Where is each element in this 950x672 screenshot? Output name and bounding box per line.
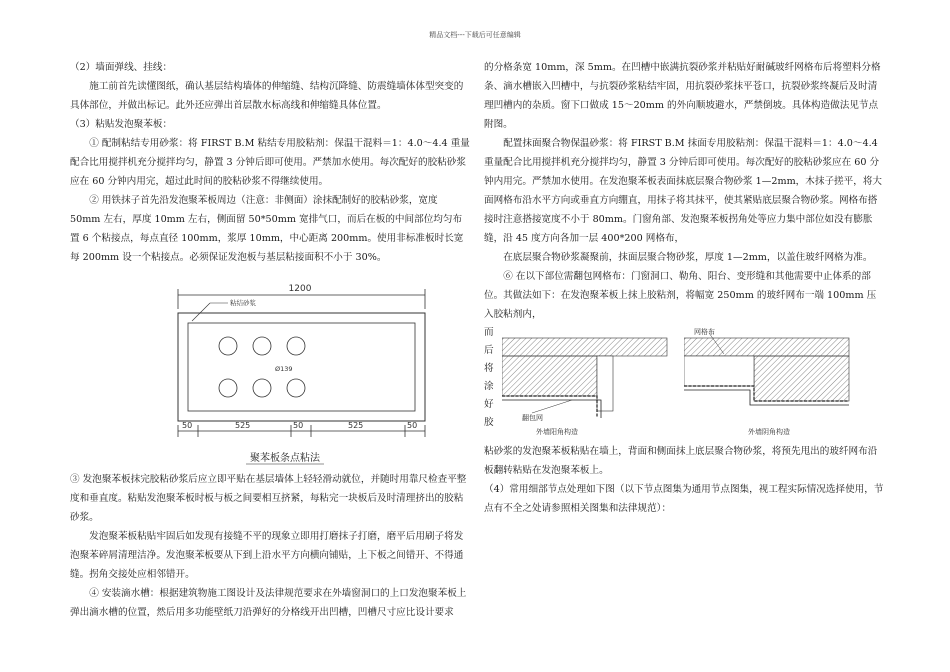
- outer-corner-detail-figure: [502, 328, 672, 438]
- paragraph: （4）常用细部节点处理如下图（以下节点图集为通用节点图集，视工程实际情况选择使用，节点有不全之处请参照相关图集和法律规范）：: [484, 484, 884, 514]
- paragraph: 在底层聚合物砂浆凝聚前，抹面层聚合物砂浆，厚度 1—2mm，以盖住玻纤网格为准。: [503, 252, 873, 263]
- right-column: [484, 58, 884, 518]
- paragraph: ⑥ 在以下部位需翻包网格布：门窗洞口、勒角、阳台、变形缝和其他需要中止体系的部位。其做法如下：在发泡聚苯板上抹上胶粘剂，将幅宽 250mm 的玻纤网布一端 100mm 压入胶粘剂内，: [484, 271, 877, 320]
- dimension-bottom: 525: [235, 421, 251, 430]
- figure-label: 翻包网: [522, 414, 543, 422]
- paragraph: 发泡聚苯板粘贴牢固后如发现有接缝不平的现象立即用打磨抹子打磨，磨平后用刷子将发泡聚苯碎屑清理洁净。发泡聚苯板要从下到上沿水平方向横向铺贴，上下板之间错开、不得通缝。拐角交接处应相邻错开。: [70, 531, 464, 580]
- inner-corner-detail-figure: [684, 328, 854, 438]
- figure-caption: 外墙阳角构造: [536, 428, 578, 436]
- board-spot-bonding-figure: [70, 273, 470, 468]
- paragraph: 配置抹面聚合物保温砂浆：将 FIRST B.M 抹面专用胶粘剂：保温干混料＝1：4.0～4.4 重量配合比用搅拌机充分搅拌均匀，静置 3 分钟后即可使用。每次配好的胶粘砂浆应在 60 分钟内用完。严禁加水使用。在发泡聚苯板表面抹底层聚合物砂浆 1—2mm，木抹子搓平，将大面网格布沿水平方向或垂直方向绷直，用抹子将其抹平，使其紧贴底层聚合物砂浆。网格布搭接时注意搭接宽度不小于 80mm。门窗角部、发泡聚苯板拐角处等应力集中部位如没有膨胀缝，沿 45 度方向各加一层 400*200 网格布，: [484, 138, 883, 244]
- paragraph: ① 配制粘结专用砂浆：将 FIRST B.M 粘结专用胶粘剂：保温干混料＝1：4.0～4.4 重量配合比用搅拌机充分搅拌均匀，静置 3 分钟后即可使用。严禁加水使用。每次配好的胶粘砂浆应在 60 分钟内用完，超过此时间的胶粘砂浆不得继续使用。: [70, 138, 470, 187]
- vertical-text: 而 后 将 涂 好 胶: [484, 327, 494, 428]
- paragraph: ④ 安装滴水槽：根据建筑物施工图设计及法律规范要求在外墙窗洞口的上口发泡聚苯板上弹出滴水槽的位置，然后用多功能壁纸刀沿弹好的分格线开出凹槽，凹槽尺寸应比设计要求: [70, 588, 467, 618]
- paragraph: （2）墙面弹线、挂线：: [70, 62, 173, 73]
- figure-caption: 聚苯板条点粘法: [250, 453, 320, 464]
- left-column: [70, 58, 470, 622]
- detail-figures-row: [484, 324, 884, 442]
- dimension-top: 1200: [288, 284, 312, 294]
- diameter-label: Ø139: [275, 365, 293, 373]
- paragraph: 的分格条宽 10mm，深 5mm。在凹槽中嵌满抗裂砂浆并粘贴好耐碱玻纤网格布后将塑料分格条、滴水槽嵌入凹槽中，与抗裂砂浆粘结牢固，用抗裂砂浆抹平苍口，抗裂砂浆终凝后及时清理凹槽内的杂质。窗下口做成 15～20mm 的外向顺坡避水，严禁倒坡。具体构造做法见节点附图。: [484, 62, 881, 130]
- dimension-bottom: 50: [407, 421, 418, 430]
- dimension-bottom: 525: [348, 421, 364, 430]
- figure-caption: 外墙阴角构造: [748, 428, 790, 436]
- dimension-bottom: 50: [182, 421, 193, 430]
- paragraph: ② 用铁抹子首先沿发泡聚苯板周边（注意：非侧面）涂抹配制好的胶粘砂浆，宽度 50mm 左右，厚度 10mm 左右，侧面留 50*50mm 宽排气口，而后在板的中间部位均匀布置 6 个粘接点，每点直径 100mm，浆厚 10mm，中心距离 200mm。使用非标准板时长宽每 200mm 设一个粘接点。必须保证发泡板与基层粘接面积不小于 30%。: [70, 195, 464, 263]
- paragraph: （3）粘贴发泡聚苯板：: [70, 119, 173, 130]
- figure-label: 网格布: [694, 328, 715, 336]
- paragraph: 施工前首先读懂图纸，确认基层结构墙体的伸缩缝、结构沉降缝、防震缝墙体体型突变的具体部位，并做出标记。此外还应弹出首层散水标高线和伸缩缝具体位置。: [70, 81, 464, 111]
- adhesive-label: 粘结砂浆: [230, 299, 256, 307]
- page-header: 精品文档---下载后可任意编辑: [429, 31, 521, 39]
- paragraph: ③ 发泡聚苯板抹完胶粘砂浆后应立即平贴在基层墙体上轻轻滑动就位，并随时用靠尺检查平整度和垂直度。粘贴发泡聚苯板时板与板之间要相互挤紧，每粘完一块板后及时清理挤出的胶粘砂浆。: [70, 474, 467, 523]
- dimension-bottom: 50: [293, 421, 304, 430]
- paragraph: 粘砂浆的发泡聚苯板粘贴在墙上，背面和侧面抹上底层聚合物砂浆，将预先甩出的玻纤网布沿板翻转粘贴在发泡聚苯板上。: [484, 446, 878, 476]
